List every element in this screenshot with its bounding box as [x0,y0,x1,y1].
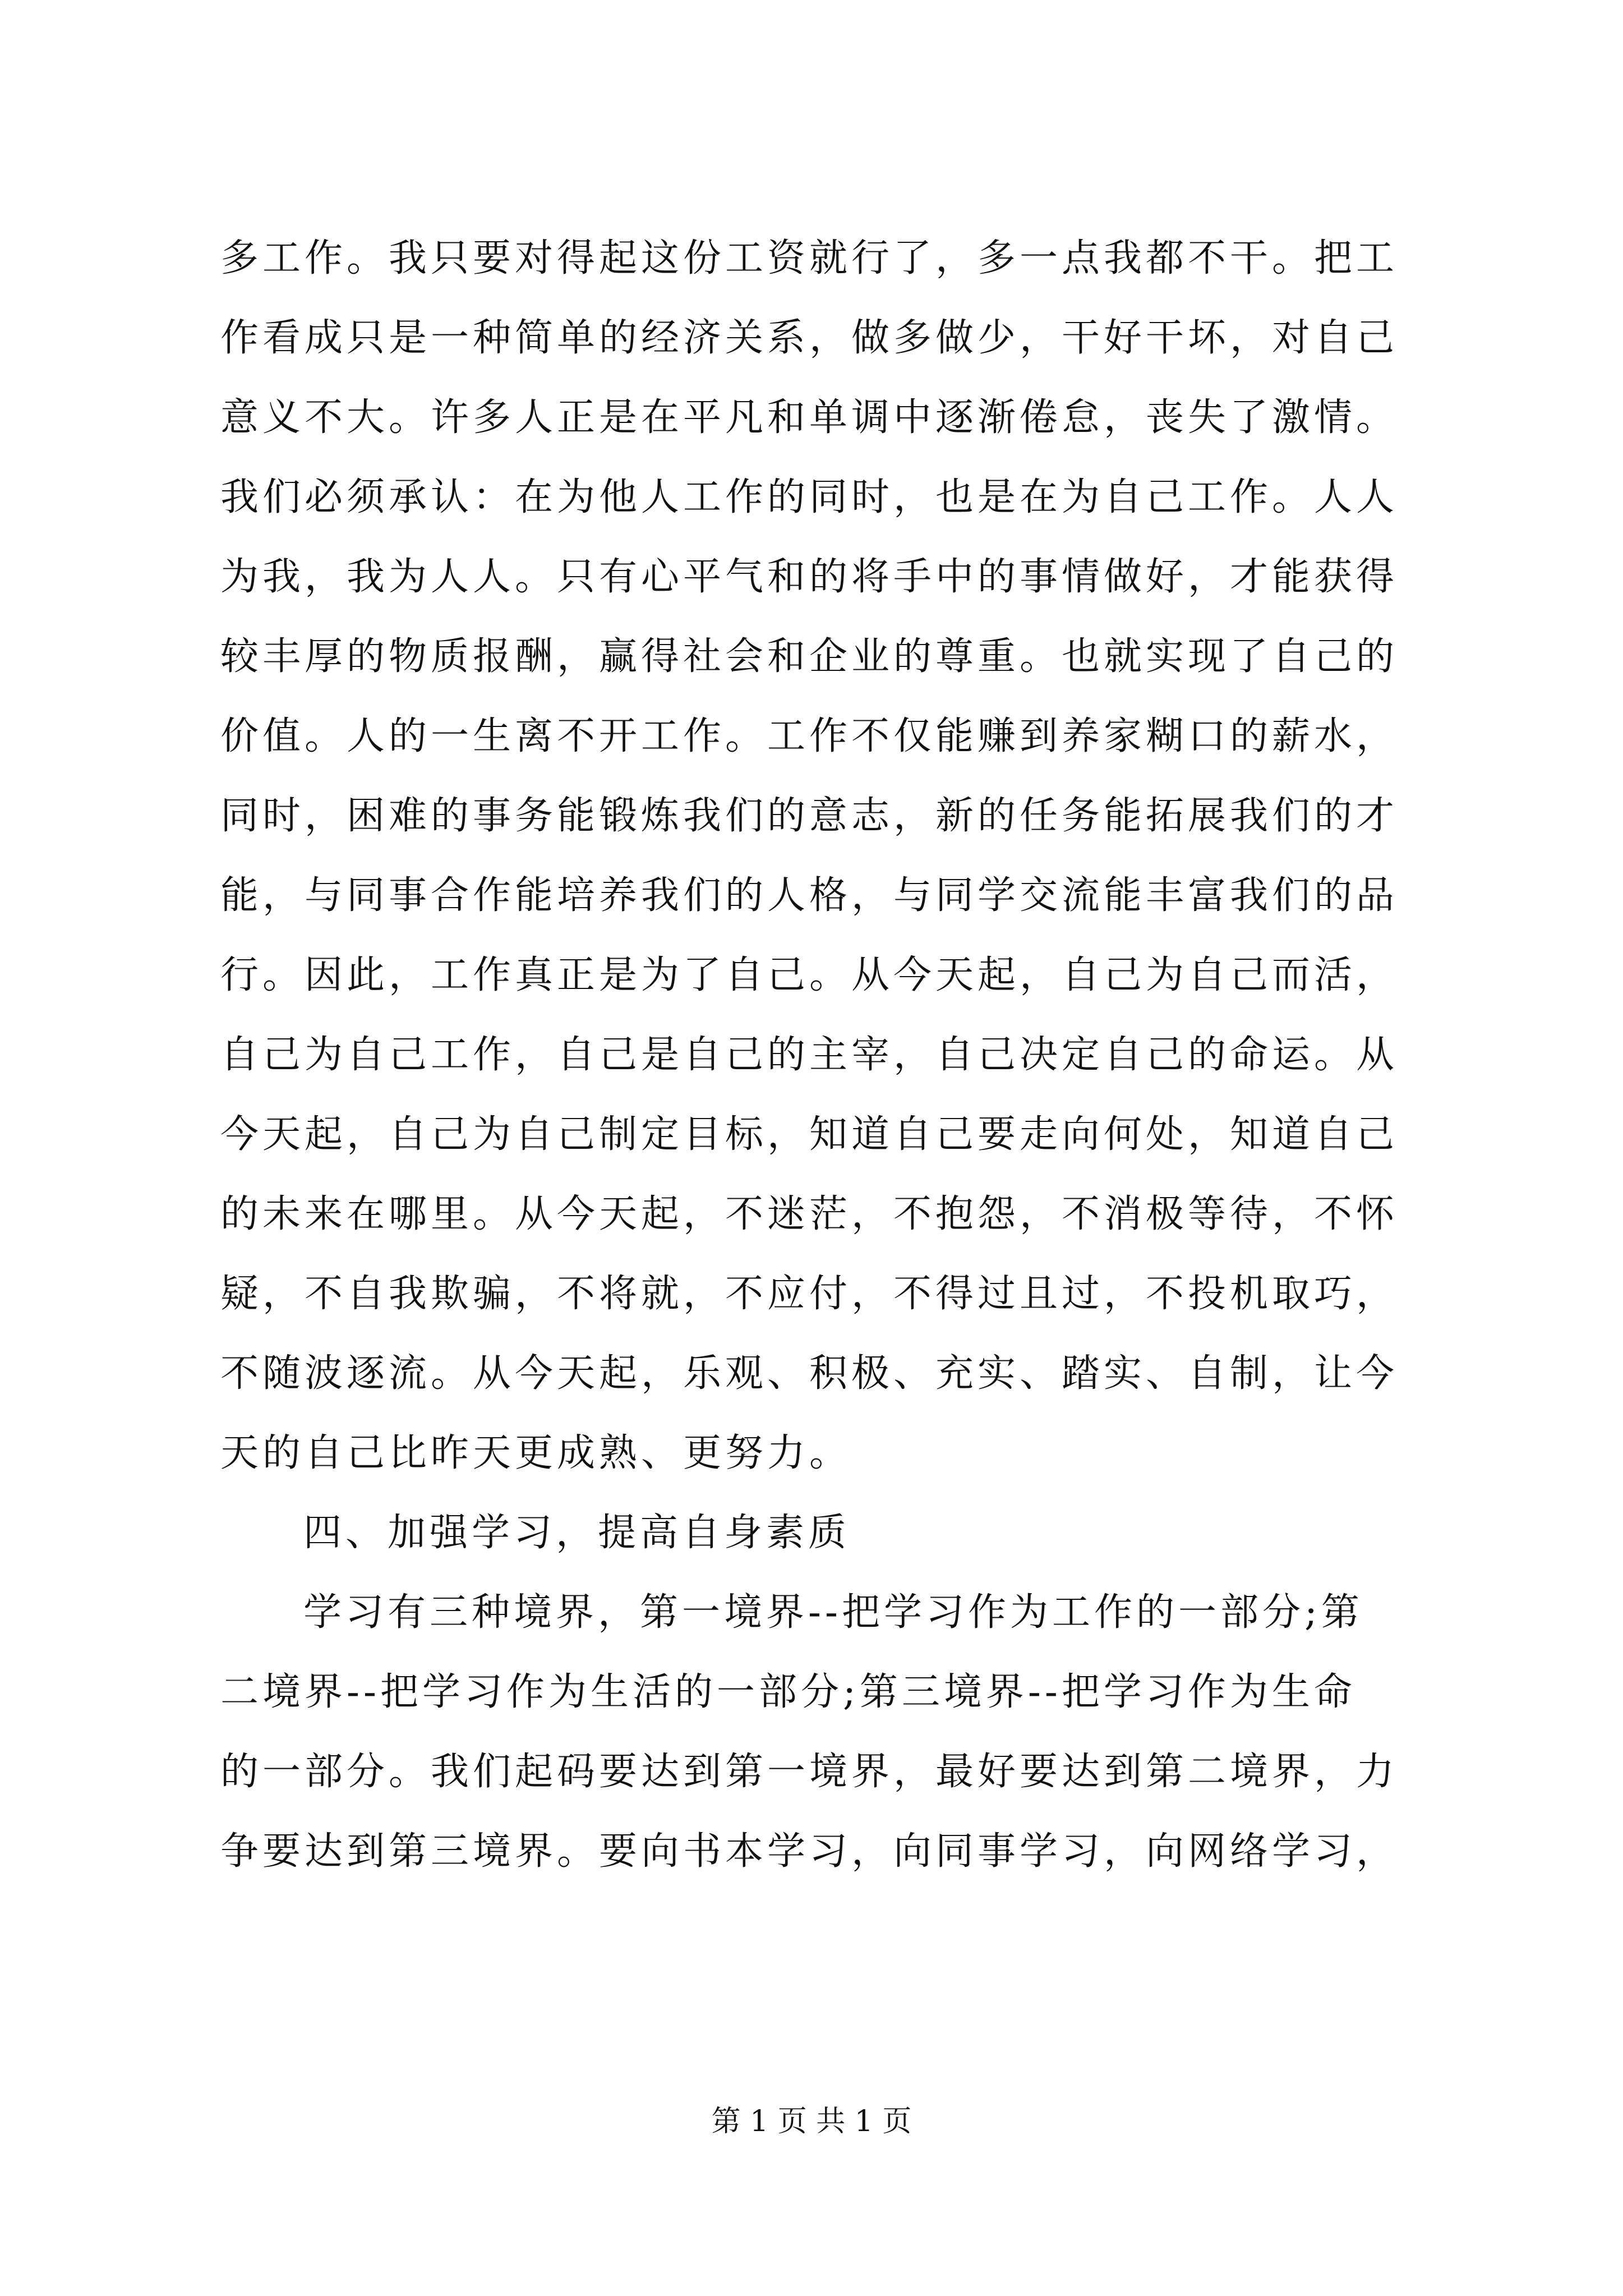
body-line: 行。因此，工作真正是为了自己。从今天起，自己为自己而活， [220,953,1399,997]
page-footer [0,2105,1623,2138]
body-line: 争要达到第三境界。要向书本学习，向同事学习，向网络学习， [220,1829,1399,1874]
body-line: 二境界--把学习作为生活的一部分;第三境界--把学习作为生命 [220,1670,1356,1714]
body-line: 的一部分。我们起码要达到第一境界，最好要达到第二境界，力 [220,1750,1399,1794]
body-line: 意义不大。许多人正是在平凡和单调中逐渐倦怠，丧失了激情。 [220,395,1399,440]
body-line: 价值。人的一生离不开工作。工作不仅能赚到养家糊口的薪水， [220,714,1399,758]
document-body [220,219,1415,1892]
body-line: 天的自己比昨天更成熟、更努力。 [220,1431,852,1475]
body-line: 同时，困难的事务能锻炼我们的意志，新的任务能拓展我们的才 [220,794,1399,838]
body-line: 较丰厚的物质报酬，赢得社会和企业的尊重。也就实现了自己的 [220,634,1399,679]
body-line: 为我，我为人人。只有心平气和的将手中的事情做好，才能获得 [220,555,1399,599]
body-line: 不随波逐流。从今天起，乐观、积极、充实、踏实、自制，让今 [220,1351,1399,1396]
body-line: 能，与同事合作能培养我们的人格，与同学交流能丰富我们的品 [220,873,1399,918]
body-line: 疑，不自我欺骗，不将就，不应付，不得过且过，不投机取巧， [220,1272,1399,1316]
page-number-label: 第 1 页 共 1 页 [711,2105,912,2138]
body-line: 作看成只是一种简单的经济关系，做多做少，干好干坏，对自己 [220,316,1399,360]
body-line: 多工作。我只要对得起这份工资就行了，多一点我都不干。把工 [220,236,1399,280]
body-line: 今天起，自己为自己制定目标，知道自己要走向何处，知道自己 [220,1112,1399,1157]
body-line: 我们必须承认：在为他人工作的同时，也是在为自己工作。人人 [220,475,1399,519]
body-line: 的未来在哪里。从今天起，不迷茫，不抱怨，不消极等待，不怀 [220,1192,1399,1236]
body-line: 自己为自己工作，自己是自己的主宰，自己决定自己的命运。从 [220,1033,1399,1077]
section-heading: 四、加强学习，提高自身素质 [303,1511,851,1555]
body-line: 学习有三种境界，第一境界--把学习作为工作的一部分;第 [303,1590,1363,1635]
